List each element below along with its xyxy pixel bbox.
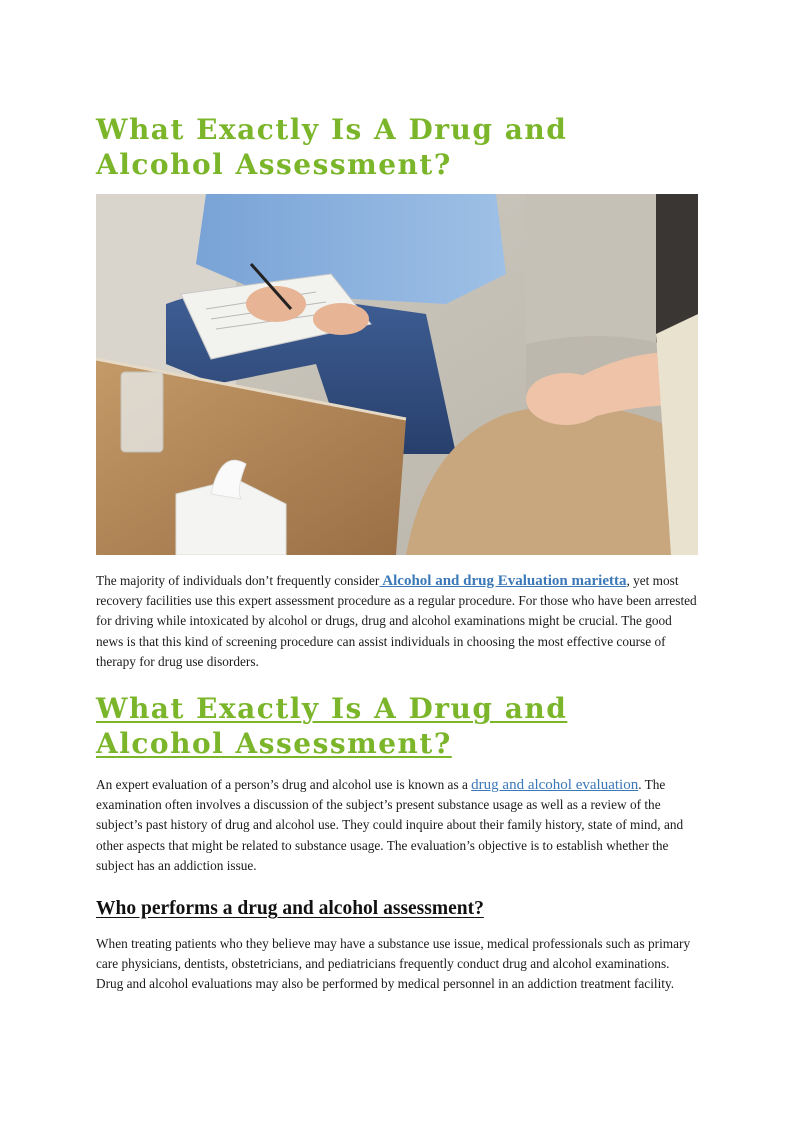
definition-paragraph xyxy=(96,775,698,876)
intro-text-after: , yet most recovery facilities use this expert assessment procedure as a regular procedure. For those who have been arrested for driving while intoxicated by alcohol or drugs, drug and alcohol examinations might be crucial. The good news is that this kind of screening procedure can assist individuals in choosing the most effective course of therapy for drug use disorders. xyxy=(96,573,697,669)
intro-text-before: The majority of individuals don’t frequently consider xyxy=(96,573,380,588)
drug-alcohol-evaluation-link[interactable]: drug and alcohol evaluation xyxy=(471,777,639,794)
intro-paragraph xyxy=(96,571,698,672)
section-heading: What Exactly Is A Drug and Alcohol Assessment? xyxy=(96,692,568,761)
definition-text-after: . The examination often involves a discussion of the subject’s present substance usage as well as a review of the subject’s past history of drug and alcohol use. They could inquire about their family history, state of mind, and other aspects that might be related to substance usage. The evaluation’s objective is to establish whether the subject has an addiction issue. xyxy=(96,777,684,873)
definition-text-before: An expert evaluation of a person’s drug and alcohol use is known as a xyxy=(96,777,472,793)
page-title: What Exactly Is A Drug and Alcohol Assessment? xyxy=(96,113,568,181)
article xyxy=(96,112,698,995)
subheading: Who performs a drug and alcohol assessment? xyxy=(96,898,484,920)
alcohol-drug-evaluation-marietta-link[interactable]: Alcohol and drug Evaluation marietta xyxy=(379,573,627,589)
who-performs-paragraph: When treating patients who they believe may have a substance use issue, medical professionals such as primary care physicians, dentists, obstetricians, and pediatricians frequently conduct drug and alcohol examinations. Drug and alcohol evaluations may also be performed by medical personnel in an addiction treatment facility. xyxy=(96,936,691,992)
counseling-session-photo xyxy=(96,194,698,555)
